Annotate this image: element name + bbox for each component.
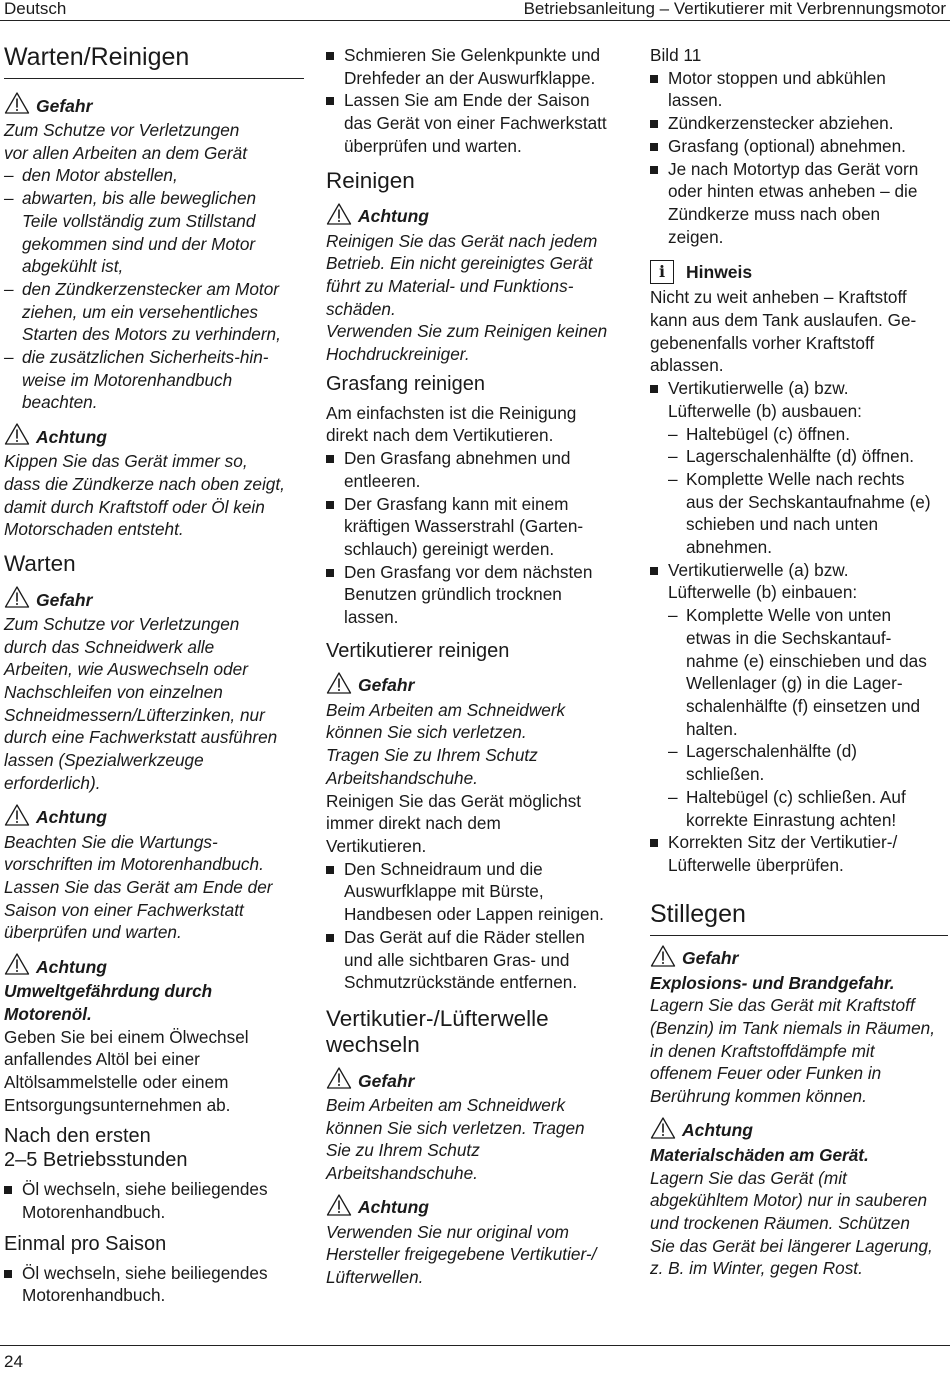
- warning-text: Beachten Sie die Wartungs- vorschriften im Motorenhandbuch. Lassen Sie das Gerät am Ende der Saison von einer Fachwerkstatt überprüfen und warten.: [4, 831, 273, 943]
- header-title: Betriebsanleitung – Vertikutierer mit Verbrennungsmotor: [523, 0, 946, 18]
- list-item: Den Grasfang abnehmen und entleeren.: [326, 447, 628, 492]
- sub-item: – Lagerschalenhälfte (d) öffnen.: [668, 446, 915, 467]
- warning-triangle-icon: [326, 1066, 352, 1096]
- warning-triangle-icon: [4, 422, 30, 452]
- warning-triangle-icon: [650, 944, 676, 974]
- sub-item: – Lagerschalenhälfte (d) schließen.: [668, 741, 858, 785]
- page-number: 24: [4, 1352, 23, 1371]
- warning-text: Zum Schutze vor Verletzungen vor allen Arbeiten an dem Gerät – den Motor abstellen, – abwarten, bis alle beweglichen Teile vollständig zum Stillstand gekommen sind und der Motor abgekühlt ist, – den Zündkerzenstecker am Motor ziehen, um ein versehentliches Starten des Motors zu verhindern, – die zusätzlichen Sicherheits-hin- weise im Motorenhandbuch beachten.: [4, 119, 304, 414]
- warning-triangle-icon: [326, 1193, 352, 1223]
- sub-item: – Komplette Welle nach rechts aus der Sechskantaufnahme (e) schieben und nach unten abnehmen.: [668, 468, 931, 558]
- heading-first-hours: Nach den ersten 2–5 Betriebsstunden: [4, 1125, 188, 1172]
- sub-list: [650, 604, 948, 831]
- warning-heading: Gefahr: [650, 946, 948, 972]
- warning-text: Zum Schutze vor Verletzungen durch das Schneidwerk alle Arbeiten, wie Auswechseln oder Nachschleifen von einzelnen Schneidmessern/Lüfterzinken, nur durch eine Fachwerkstatt ausführen lassen (Spezialwerkzeuge erforderlich).: [4, 613, 278, 793]
- column-2: [326, 44, 628, 1289]
- warning-triangle-icon: [326, 202, 352, 232]
- warning-subject: Materialschäden am Gerät.: [650, 1144, 869, 1165]
- warning-triangle-icon: [4, 91, 30, 121]
- hint-heading: i Hinweis: [650, 258, 948, 286]
- warning-subject: Explosions- und Brandgefahr.: [650, 972, 895, 993]
- warning-triangle-icon: [650, 1116, 676, 1146]
- sub-list: [650, 423, 948, 559]
- warning-text: Kippen Sie das Gerät immer so, dass die Zündkerze nach oben zeigt, damit durch Kraftstoff oder Öl kein Motorschaden entsteht.: [4, 451, 285, 540]
- heading-warten: Warten: [4, 550, 76, 576]
- heading-stillegen: Stillegen: [650, 899, 948, 936]
- list-item: Öl wechseln, siehe beiliegendes Motorenhandbuch.: [4, 1262, 304, 1307]
- list-item: Motor stoppen und abkühlen lassen.: [650, 67, 948, 112]
- paragraph: Am einfachsten ist die Reinigung direkt nach dem Vertikutieren.: [326, 402, 577, 446]
- column-3: [650, 44, 948, 1280]
- list-item: Zündkerzenstecker abziehen.: [650, 112, 948, 135]
- list-item: Grasfang (optional) abnehmen.: [650, 135, 948, 158]
- list-item: Schmieren Sie Gelenkpunkte und Drehfeder an der Auswurfklappe.: [326, 44, 628, 89]
- section-title: Warten/Reinigen: [4, 42, 304, 79]
- heading-reinigen: Reinigen: [326, 167, 415, 193]
- warning-heading: Achtung: [326, 204, 628, 230]
- warning-text: Beim Arbeiten am Schneidwerk können Sie sich verletzen. Tragen Sie zu Ihrem Schutz Arbeitshandschuhe.: [326, 1094, 585, 1184]
- heading-grasfang: Grasfang reinigen: [326, 372, 485, 395]
- figure-reference: Bild 11: [650, 45, 702, 65]
- list-item: – die zusätzlichen Sicherheits-hin- weise im Motorenhandbuch beachten.: [4, 347, 269, 413]
- column-1: [4, 42, 304, 1307]
- sub-item: – Komplette Welle von unten etwas in die Sechskantauf- nahme (e) einschieben und das Wellenlager (g) in die Lager- schalenhälfte (f) einsetzen und halten.: [668, 605, 927, 739]
- list-item: Das Gerät auf die Räder stellen und alle sichtbaren Gras- und Schmutzrückstände entfernen.: [326, 926, 628, 994]
- warning-text: Reinigen Sie das Gerät nach jedem Betrieb. Ein nicht gereinigtes Gerät führt zu Material- und Funktions- schäden. Verwenden Sie zum Reinigen keinen Hochdruckreiniger.: [326, 230, 608, 365]
- sub-item: – Haltebügel (c) öffnen.: [668, 423, 851, 444]
- list-item: Öl wechseln, siehe beiliegendes Motorenhandbuch.: [4, 1178, 304, 1223]
- list-item: – den Motor abstellen,: [4, 165, 178, 186]
- warning-text: Verwenden Sie nur original vom Hersteller freigegebene Vertikutier-/ Lüfterwellen.: [326, 1221, 597, 1288]
- heading-vertikutierer: Vertikutierer reinigen: [326, 639, 510, 662]
- warning-triangle-icon: [4, 952, 30, 982]
- paragraph: Reinigen Sie das Gerät möglichst immer direkt nach dem Vertikutieren.: [326, 790, 582, 856]
- list-item: – abwarten, bis alle beweglichen Teile vollständig zum Stillstand gekommen sind und der Motor abgekühlt ist,: [4, 188, 257, 277]
- warning-text: Geben Sie bei einem Ölwechsel anfallendes Altöl bei einer Altölsammelstelle oder einem Entsorgungsunternehmen ab.: [4, 1026, 249, 1115]
- warning-heading: Gefahr: [4, 93, 304, 119]
- warning-triangle-icon: [326, 671, 352, 701]
- page-header: [0, 0, 950, 21]
- list-item: Der Grasfang kann mit einem kräftigen Wasserstrahl (Garten- schlauch) gereinigt werden.: [326, 493, 628, 561]
- list-item: – den Zündkerzenstecker am Motor ziehen, um ein versehentliches Starten des Motors zu verhindern,: [4, 278, 281, 345]
- list-item: Je nach Motortyp das Gerät vorn oder hinten etwas anheben – die Zündkerze muss nach oben zeigen.: [650, 158, 948, 249]
- info-icon: i: [650, 260, 674, 284]
- sub-item: – Haltebügel (c) schließen. Auf korrekte Einrastung achten!: [668, 786, 906, 830]
- warning-subject: Umweltgefährdung durch Motorenöl.: [4, 981, 213, 1024]
- heading-season: Einmal pro Saison: [4, 1232, 167, 1255]
- list-item: Vertikutierwelle (a) bzw. Lüfterwelle (b) ausbauen:: [650, 377, 948, 422]
- warning-text: Lagern Sie das Gerät (mit abgekühltem Motor) nur in sauberen und trockenen Räumen. Schützen Sie das Gerät bei längerer Lagerung, z. B. im Winter, gegen Rost.: [650, 1167, 933, 1279]
- warning-heading: Gefahr: [326, 1068, 628, 1094]
- header-language: Deutsch: [4, 0, 67, 18]
- page-footer: [0, 1345, 950, 1371]
- list-item: Lassen Sie am Ende der Saison das Gerät von einer Fachwerkstatt überprüfen und warten.: [326, 89, 628, 157]
- warning-heading: Gefahr: [326, 673, 628, 699]
- warning-heading: Achtung: [4, 805, 304, 831]
- warning-triangle-icon: [4, 803, 30, 833]
- hint-text: Nicht zu weit anheben – Kraftstoff kann aus dem Tank auslaufen. Ge- gebenenfalls vorher Kraftstoff ablassen.: [650, 287, 917, 376]
- warning-triangle-icon: [4, 585, 30, 615]
- warning-heading: Achtung: [4, 954, 304, 980]
- warning-heading: Gefahr: [4, 587, 304, 613]
- list-item: Korrekten Sitz der Vertikutier-/ Lüfterwelle überprüfen.: [650, 831, 948, 876]
- warning-heading: Achtung: [4, 424, 304, 450]
- warning-text: Beim Arbeiten am Schneidwerk können Sie sich verletzen. Tragen Sie zu Ihrem Schutz Arbeitshandschuhe.: [326, 699, 566, 788]
- list-item: Vertikutierwelle (a) bzw. Lüfterwelle (b) einbauen:: [650, 559, 948, 604]
- warning-heading: Achtung: [650, 1118, 948, 1144]
- list-item: Den Grasfang vor dem nächsten Benutzen gründlich trocknen lassen.: [326, 561, 628, 629]
- list-item: Den Schneidraum und die Auswurfklappe mit Bürste, Handbesen oder Lappen reinigen.: [326, 858, 628, 926]
- heading-welle: Vertikutier-/Lüfterwelle wechseln: [326, 1005, 549, 1057]
- warning-heading: Achtung: [326, 1195, 628, 1221]
- warning-text: Lagern Sie das Gerät mit Kraftstoff (Benzin) im Tank niemals in Räumen, in denen Kraftstoffdämpfe mit offenem Feuer oder Funken in Berührung kommen können.: [650, 995, 935, 1107]
